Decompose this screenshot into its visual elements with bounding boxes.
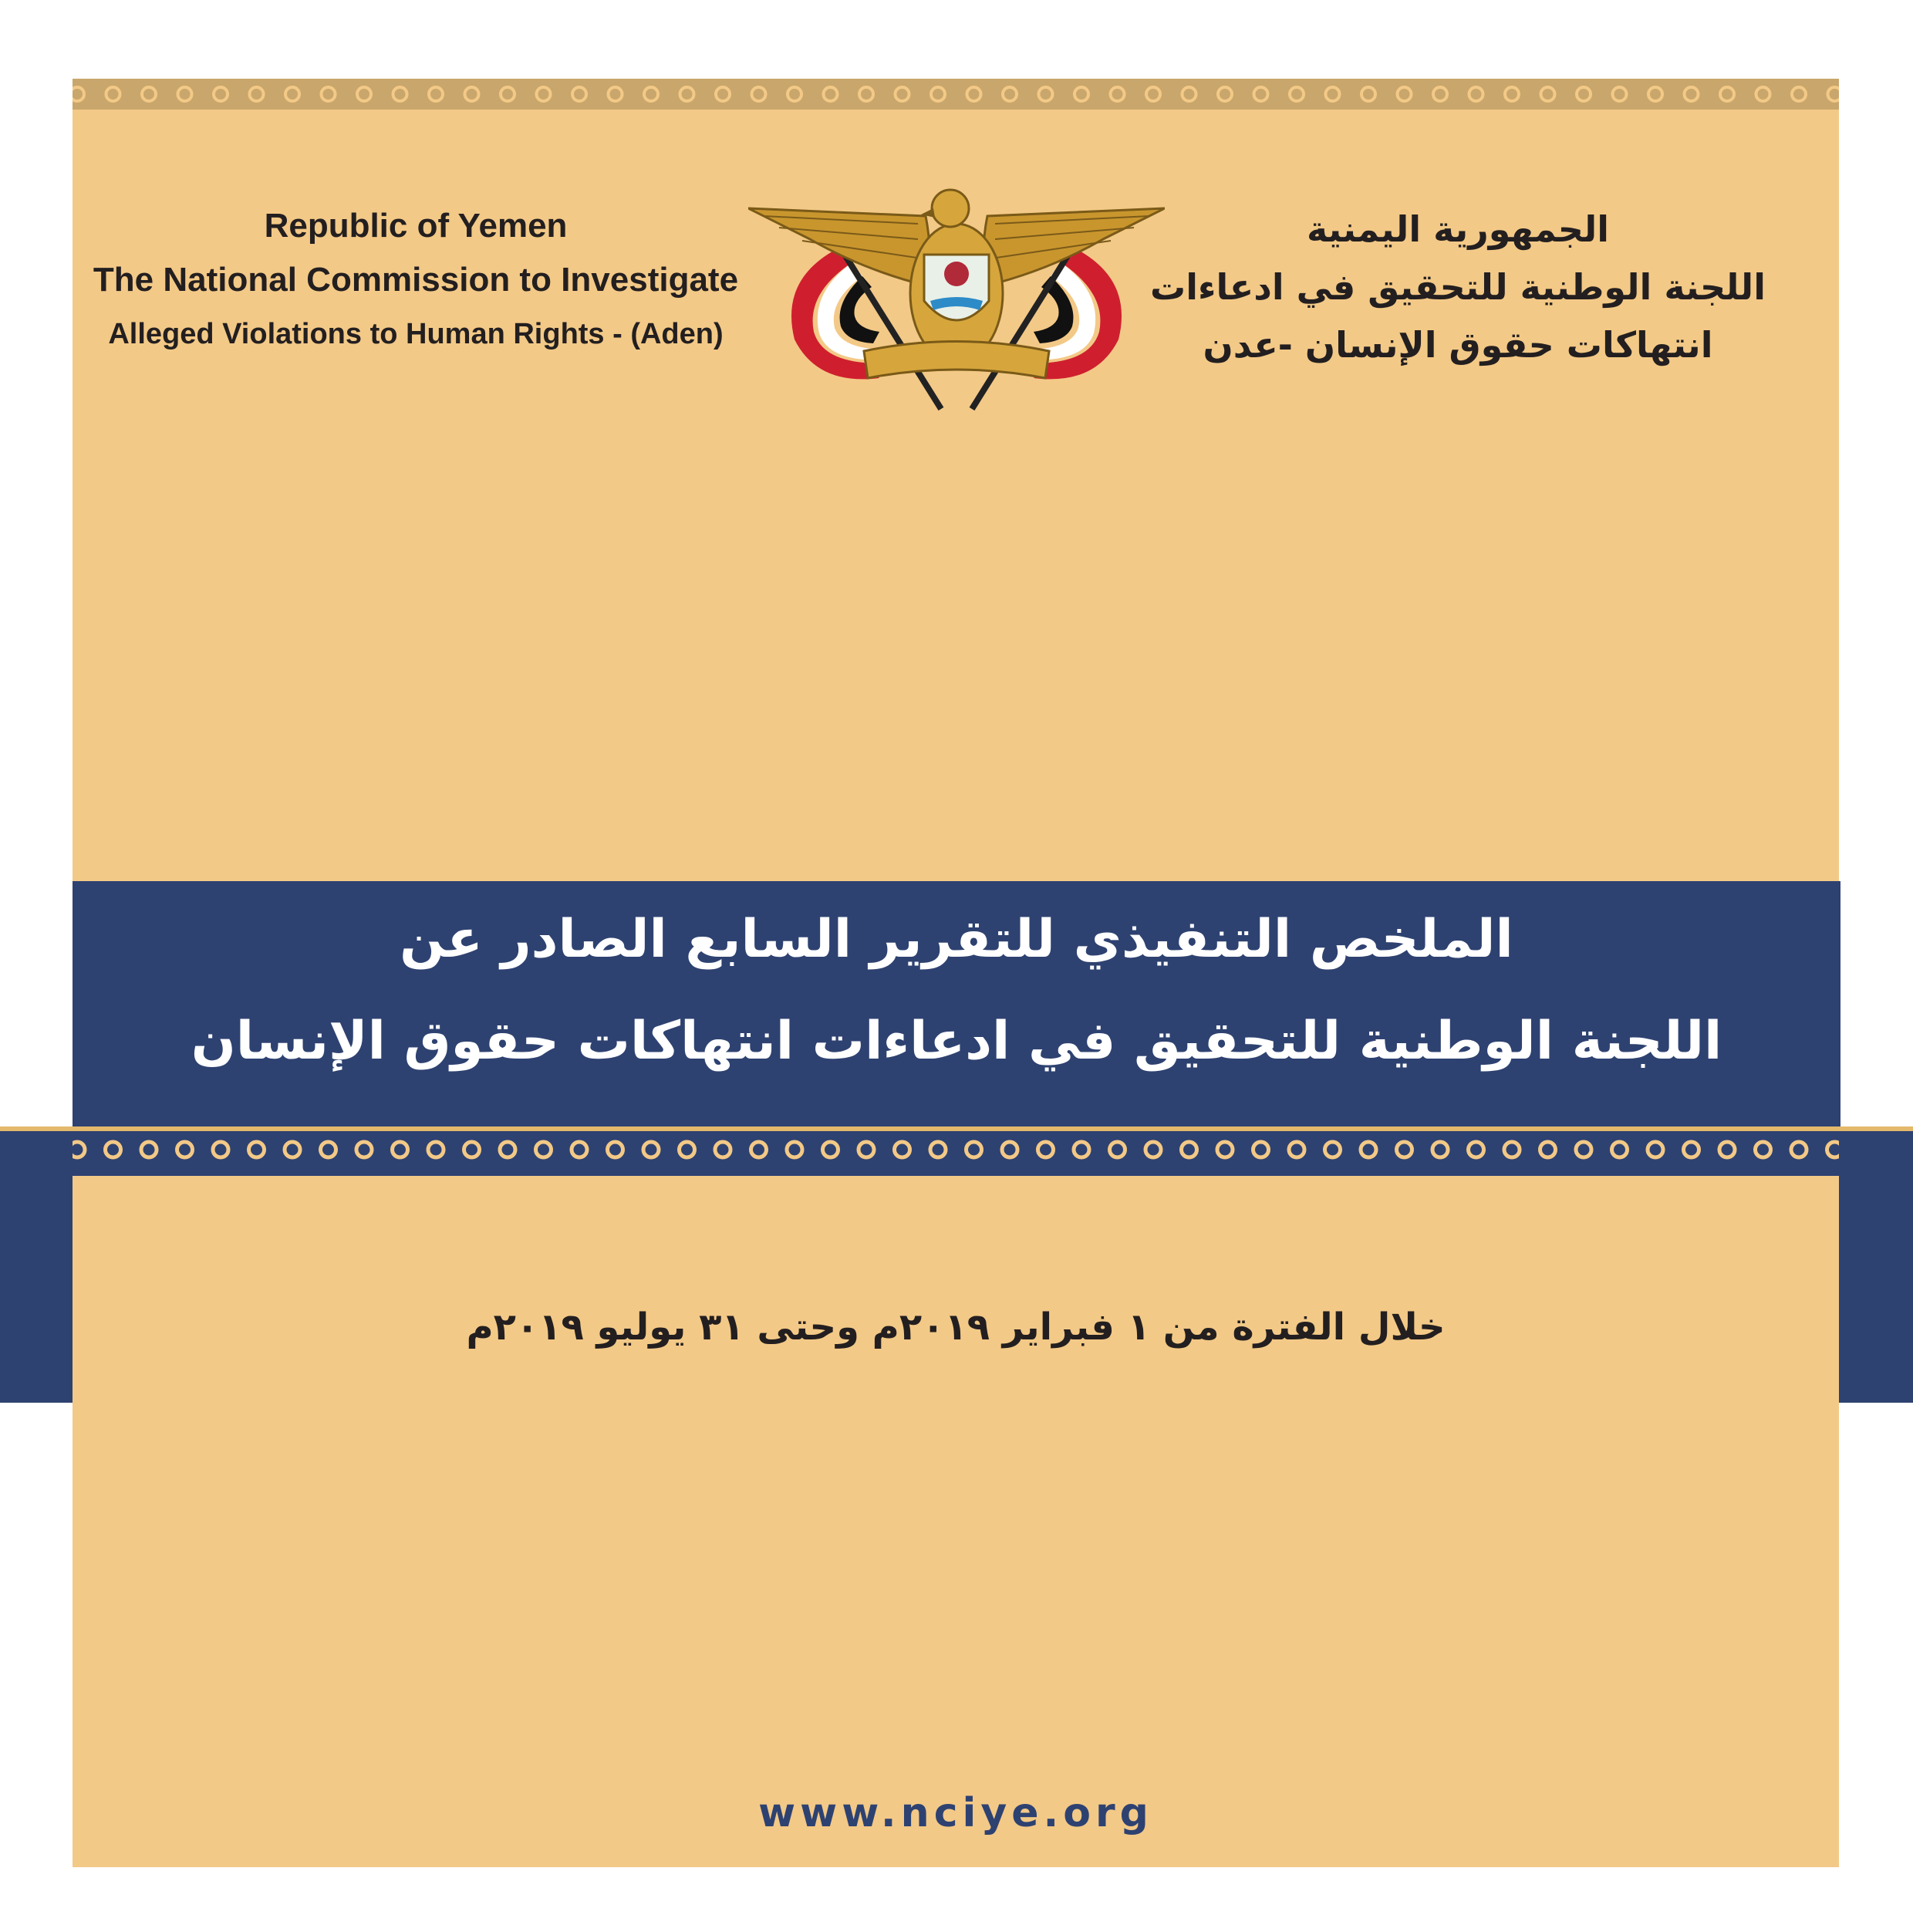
decorative-dot xyxy=(788,87,801,101)
decorative-dot xyxy=(1146,87,1160,101)
decorative-dot xyxy=(536,1142,552,1157)
decorative-dot xyxy=(1648,1142,1663,1157)
decorative-dot xyxy=(1183,87,1196,101)
decorative-dot xyxy=(716,87,730,101)
decorative-dot xyxy=(537,87,551,101)
decorative-dot xyxy=(824,87,838,101)
decorative-dot xyxy=(1432,1142,1448,1157)
decorative-dot xyxy=(1289,1142,1304,1157)
decorative-dot xyxy=(1002,1142,1017,1157)
decorative-dot xyxy=(73,1142,85,1157)
decorative-dot xyxy=(1217,1142,1233,1157)
decorative-dot xyxy=(393,87,407,101)
dot-row-top xyxy=(73,79,1839,110)
decorative-dot xyxy=(1326,87,1340,101)
decorative-dot xyxy=(1719,1142,1735,1157)
decorative-dot xyxy=(930,1142,946,1157)
decorative-dot xyxy=(285,1142,300,1157)
decorative-dot xyxy=(787,1142,802,1157)
decorative-dot xyxy=(1792,87,1806,101)
decorative-dot xyxy=(1111,87,1125,101)
dot-row-middle xyxy=(73,1131,1839,1176)
decorative-dot xyxy=(73,87,84,101)
decorative-dot xyxy=(249,1142,265,1157)
header-arabic-line1: الجمهورية اليمنية xyxy=(1306,208,1609,250)
decorative-dot xyxy=(106,87,120,101)
decorative-dot xyxy=(1685,87,1699,101)
decorative-dot xyxy=(1756,1142,1771,1157)
decorative-dot xyxy=(501,87,515,101)
decorative-dot xyxy=(752,87,766,101)
header-arabic-line3: انتهاكات حقوق الإنسان -عدن xyxy=(1203,324,1713,366)
decorative-dot xyxy=(1684,1142,1699,1157)
decorative-dot xyxy=(1541,87,1555,101)
decorative-dot xyxy=(751,1142,767,1157)
decorative-dot xyxy=(859,87,873,101)
decorative-dot xyxy=(1504,1142,1520,1157)
decorative-dot xyxy=(1290,87,1304,101)
decorative-dot xyxy=(1540,1142,1556,1157)
decorative-dot xyxy=(1038,1142,1054,1157)
decorative-dot xyxy=(1397,1142,1412,1157)
left-navy-block xyxy=(0,1131,73,1403)
decorative-dot xyxy=(465,87,479,101)
decorative-dot xyxy=(1827,1142,1840,1157)
decorative-dot xyxy=(823,1142,838,1157)
decorative-dot xyxy=(213,1142,228,1157)
decorative-dot xyxy=(609,87,622,101)
decorative-dot xyxy=(1612,1142,1628,1157)
decorative-dot xyxy=(931,87,945,101)
decorative-dot xyxy=(644,87,658,101)
decorative-dot xyxy=(1003,87,1017,101)
decorative-dot xyxy=(178,87,192,101)
decorative-dot xyxy=(1254,87,1268,101)
decorative-dot xyxy=(680,87,694,101)
decorative-dot xyxy=(608,1142,623,1157)
decorative-dot xyxy=(357,87,371,101)
decorative-dot xyxy=(393,1142,408,1157)
decorative-dot xyxy=(1182,1142,1197,1157)
decorative-dot xyxy=(1325,1142,1341,1157)
header-arabic-line2: اللجنة الوطنية للتحقيق في ادعاءات xyxy=(1150,266,1766,308)
decorative-dot xyxy=(1145,1142,1161,1157)
decorative-dot xyxy=(106,1142,121,1157)
decorative-dot xyxy=(250,87,264,101)
decorative-dot xyxy=(1469,1142,1484,1157)
decorative-dot xyxy=(1791,1142,1807,1157)
decorative-dot xyxy=(321,1142,336,1157)
report-period: خلال الفترة من ١ فبراير ٢٠١٩م وحتى ٣١ يوليو ٢٠١٩م xyxy=(466,1305,1446,1349)
decorative-dot xyxy=(141,1142,157,1157)
decorative-dot xyxy=(142,87,156,101)
decorative-dot xyxy=(1577,87,1591,101)
decorative-dot xyxy=(1756,87,1770,101)
decorative-dot xyxy=(1039,87,1053,101)
decorative-dot xyxy=(1074,1142,1089,1157)
decorative-dot xyxy=(1253,1142,1269,1157)
decorative-dot xyxy=(643,1142,659,1157)
decorative-dot xyxy=(322,87,336,101)
decorative-dot xyxy=(572,87,586,101)
decorative-dot xyxy=(214,87,228,101)
header-english-line3: Alleged Violations to Human Rights - (Aden) xyxy=(108,318,724,350)
decorative-dot xyxy=(1075,87,1088,101)
decorative-dot xyxy=(967,1142,982,1157)
decorative-dot xyxy=(859,1142,874,1157)
right-navy-block xyxy=(1839,1131,1913,1403)
decorative-dot xyxy=(1398,87,1412,101)
decorative-dot xyxy=(1720,87,1734,101)
website-url[interactable]: www.nciye.org xyxy=(758,1790,1153,1836)
decorative-dot-border-top xyxy=(73,79,1839,110)
decorative-dot xyxy=(1361,87,1375,101)
report-title-line2: اللجنة الوطنية للتحقيق في ادعاءات انتهاكات حقوق الإنسان xyxy=(191,1011,1722,1072)
decorative-dot xyxy=(500,1142,515,1157)
decorative-dot xyxy=(429,87,443,101)
decorative-dot xyxy=(285,87,299,101)
decorative-dot xyxy=(1110,1142,1125,1157)
decorative-dot xyxy=(1505,87,1519,101)
decorative-dot xyxy=(356,1142,372,1157)
report-title-line1: الملخص التنفيذي للتقرير السابع الصادر عن xyxy=(400,909,1513,970)
decorative-dot xyxy=(1218,87,1232,101)
decorative-dot xyxy=(1648,87,1662,101)
decorative-dot xyxy=(1828,87,1840,101)
decorative-dot xyxy=(428,1142,444,1157)
decorative-dot xyxy=(572,1142,587,1157)
decorative-dot xyxy=(896,87,909,101)
header-english-line1: Republic of Yemen xyxy=(264,207,568,245)
decorative-dot xyxy=(967,87,981,101)
decorative-dot xyxy=(715,1142,730,1157)
decorative-dot xyxy=(1576,1142,1591,1157)
decorative-dot xyxy=(895,1142,910,1157)
decorative-dot xyxy=(1433,87,1447,101)
decorative-dot xyxy=(177,1142,193,1157)
decorative-dot xyxy=(1361,1142,1376,1157)
decorative-dot-border-middle xyxy=(73,1131,1839,1176)
decorative-dot xyxy=(1613,87,1627,101)
decorative-dot xyxy=(680,1142,695,1157)
yemen-eagle-emblem-icon xyxy=(748,185,1165,424)
decorative-dot xyxy=(1469,87,1483,101)
header-english-line2: The National Commission to Investigate xyxy=(93,261,739,299)
decorative-dot xyxy=(464,1142,480,1157)
